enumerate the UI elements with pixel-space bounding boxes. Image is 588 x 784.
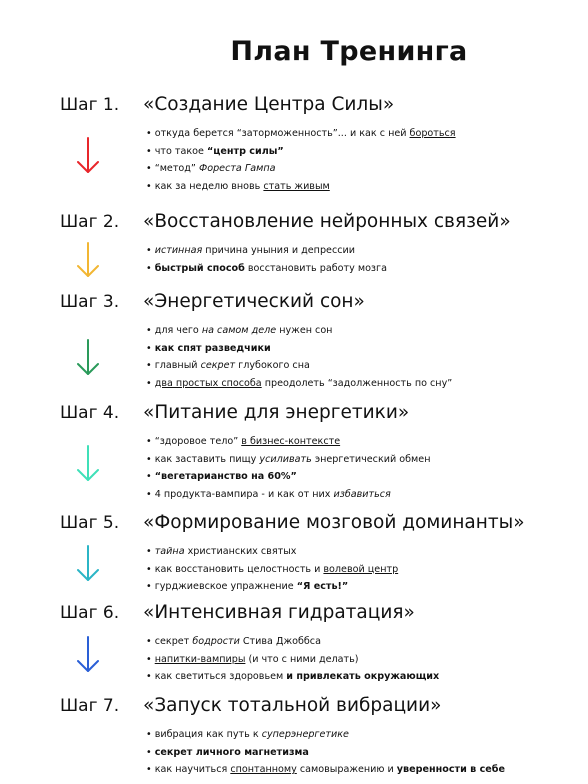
bullet-text: избавиться: [333, 488, 391, 500]
bullet-text: глубокого сна: [235, 360, 310, 372]
bullet-item: [146, 486, 430, 504]
bullet-item: [146, 561, 398, 579]
bullet-text: гурджиевское упражнение: [154, 581, 297, 593]
bullet-list: [146, 242, 387, 277]
bullet-item: [146, 633, 439, 651]
bullet-text: секрет: [200, 360, 236, 372]
bullet-text: стать живым: [263, 180, 330, 192]
bullet-text: уверенности в себе: [396, 764, 505, 776]
bullet-list: [146, 633, 439, 686]
step-label: Шаг 3.: [60, 292, 120, 312]
bullet-text: “центр силы”: [206, 145, 284, 157]
step-title: «Энергетический сон»: [143, 291, 365, 312]
bullet-text: напитки-вампиры: [154, 653, 246, 665]
bullet-text: бодрости: [192, 636, 240, 647]
bullet-text: два простых способа: [154, 377, 262, 389]
bullet-text: как за неделю вновь: [154, 180, 264, 192]
step-title: «Запуск тотальной вибрации»: [143, 695, 442, 716]
bullet-text: спонтанному: [230, 764, 297, 776]
bullet-list: [146, 543, 398, 596]
bullet-text: бороться: [409, 128, 456, 139]
bullet-text: откуда берется “заторможенность”... и как с ней: [154, 128, 410, 139]
bullet-item: [146, 744, 505, 762]
bullet-text: секрет: [154, 636, 193, 647]
bullet-item: [146, 322, 452, 340]
bullet-text: как заставить пищу: [154, 453, 260, 465]
bullet-text: “Я есть!”: [296, 581, 349, 593]
bullet-text: для чего: [154, 325, 202, 336]
bullet-text: на самом деле: [201, 325, 277, 336]
bullet-text: восстановить работу мозга: [244, 262, 387, 274]
bullet-item: [146, 578, 398, 596]
bullet-item: [146, 340, 452, 358]
bullet-text: нужен сон: [276, 325, 333, 336]
down-arrow-icon: [77, 445, 99, 482]
bullet-text: Стива Джоббса: [239, 636, 321, 647]
step-label: Шаг 4.: [60, 403, 120, 423]
down-arrow-icon: [77, 137, 99, 174]
bullet-text: христианских святых: [184, 546, 297, 557]
bullet-text: преодолеть “задолженность по сну”: [261, 377, 453, 389]
bullet-item: [146, 143, 456, 161]
step-title: «Питание для энергетики»: [143, 402, 410, 423]
bullet-text: в бизнес-контексте: [241, 436, 341, 447]
bullet-item: [146, 726, 505, 744]
bullet-list: [146, 726, 505, 779]
bullet-item: [146, 125, 456, 143]
bullet-text: истинная: [154, 245, 203, 256]
bullet-text: что такое: [154, 145, 207, 157]
bullet-item: [146, 260, 387, 278]
bullet-text: “вегетарианство на 60%”: [154, 471, 297, 483]
bullet-text: энергетический обмен: [311, 453, 431, 465]
bullet-text: как восстановить целостность и: [154, 563, 324, 575]
bullet-item: [146, 761, 505, 779]
bullet-text: и привлекать окружающих: [286, 671, 440, 683]
bullet-item: [146, 375, 452, 393]
down-arrow-icon: [77, 339, 99, 376]
step-label: Шаг 6.: [60, 603, 120, 623]
bullet-list: [146, 322, 452, 392]
step-title: «Восстановление нейронных связей»: [143, 211, 511, 232]
bullet-item: [146, 668, 439, 686]
step-label: Шаг 2.: [60, 212, 120, 232]
bullet-list: [146, 125, 456, 195]
down-arrow-icon: [77, 636, 99, 673]
bullet-text: тайна: [154, 546, 185, 557]
bullet-text: быстрый способ: [154, 262, 245, 274]
bullet-text: главный: [154, 360, 201, 372]
bullet-text: как светиться здоровьем: [154, 671, 287, 683]
step-title: «Интенсивная гидратация»: [143, 602, 415, 623]
bullet-text: секрет личного магнетизма: [154, 746, 309, 758]
bullet-text: (и что с ними делать): [245, 653, 359, 665]
bullet-item: [146, 160, 456, 178]
bullet-text: причина уныния и депрессии: [202, 245, 355, 256]
bullet-item: [146, 178, 456, 196]
bullet-text: “здоровое тело”: [154, 436, 242, 447]
bullet-text: 4 продукта-вампира - и как от них: [154, 488, 334, 500]
bullet-item: [146, 242, 387, 260]
bullet-text: суперэнергетике: [261, 729, 349, 740]
step-title: «Создание Центра Силы»: [143, 94, 395, 115]
bullet-text: как научиться: [154, 764, 231, 776]
bullet-item: [146, 651, 439, 669]
bullet-text: волевой центр: [323, 563, 399, 575]
step-label: Шаг 5.: [60, 513, 120, 533]
bullet-item: [146, 451, 430, 469]
bullet-list: [146, 433, 430, 503]
bullet-item: [146, 357, 452, 375]
bullet-text: усиливать: [259, 453, 312, 465]
step-label: Шаг 1.: [60, 95, 120, 115]
down-arrow-icon: [77, 242, 99, 278]
bullet-item: [146, 543, 398, 561]
bullet-text: “метод”: [154, 163, 199, 175]
step-label: Шаг 7.: [60, 696, 120, 716]
step-title: «Формирование мозговой доминанты»: [143, 512, 525, 533]
bullet-item: [146, 468, 430, 486]
bullet-text: вибрация как путь к: [154, 729, 262, 740]
bullet-text: Фореста Гампа: [198, 163, 276, 175]
bullet-item: [146, 433, 430, 451]
down-arrow-icon: [77, 545, 99, 582]
bullet-text: самовыражению и: [296, 764, 397, 776]
bullet-text: как спят разведчики: [154, 342, 271, 354]
page-title: План Тренинга: [230, 36, 468, 67]
